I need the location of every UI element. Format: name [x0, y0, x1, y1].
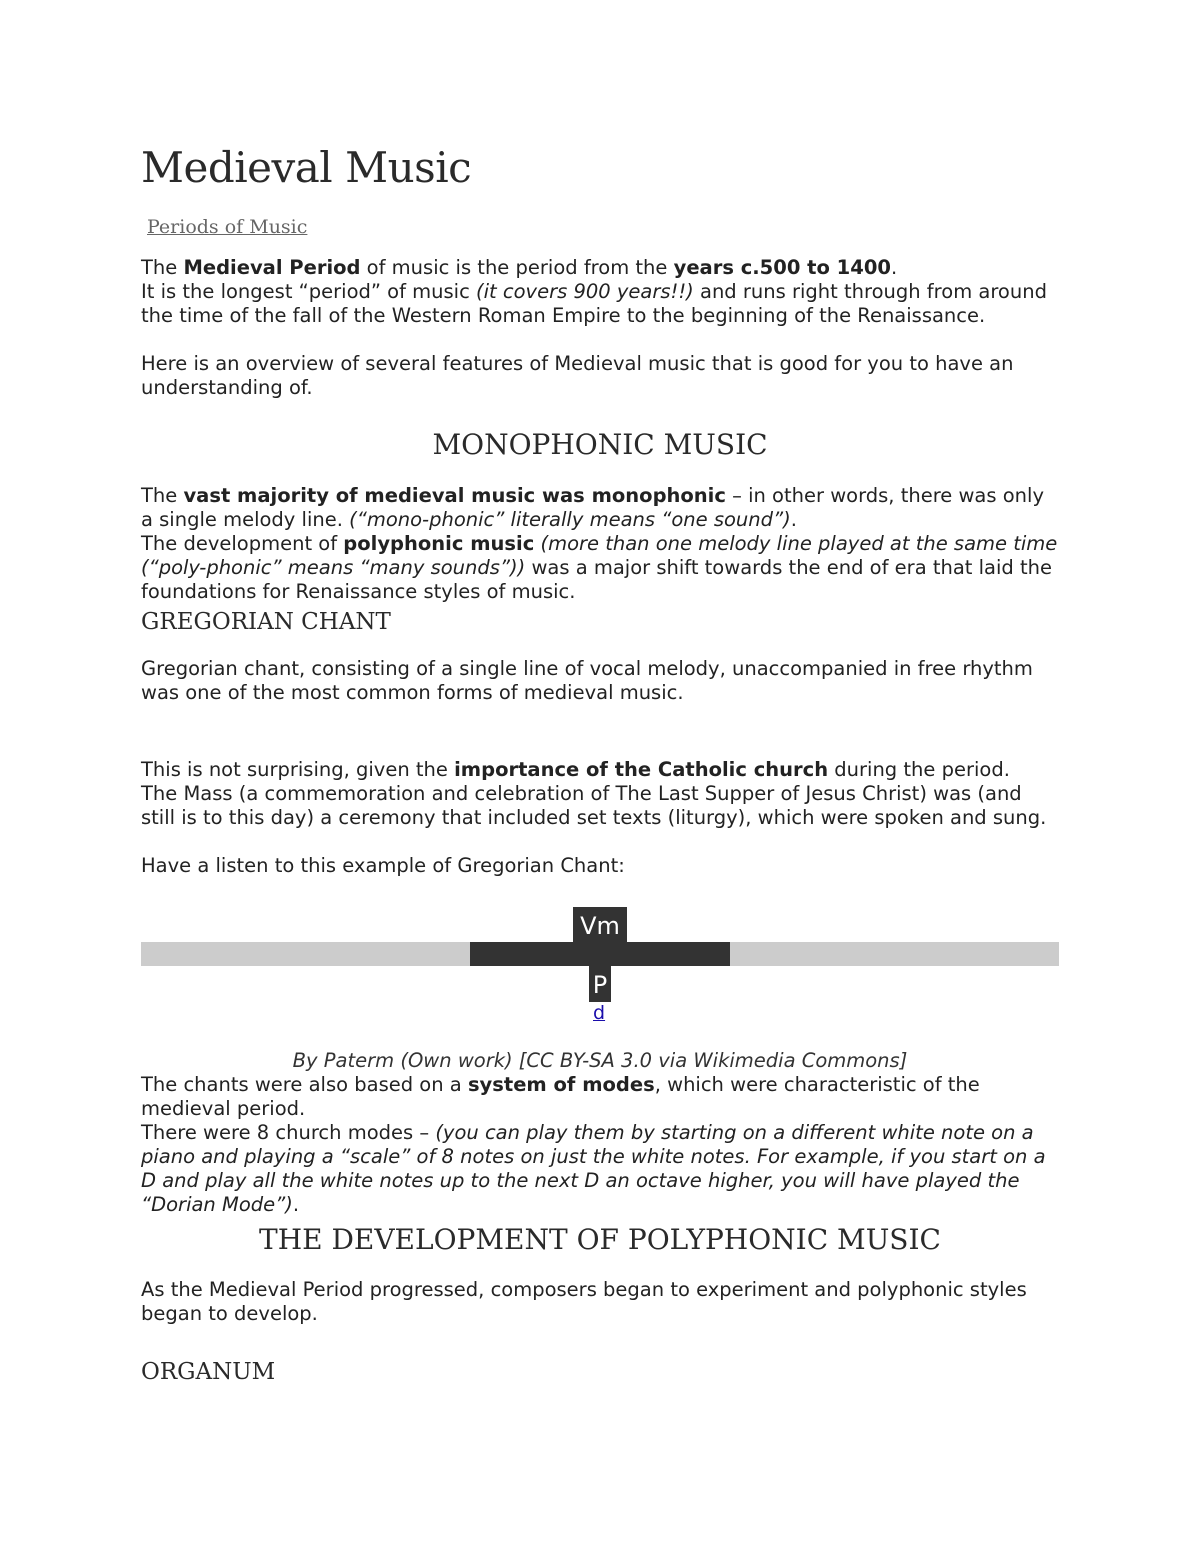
bold-text: system of modes — [467, 1073, 655, 1096]
polyphonic-paragraph-1: As the Medieval Period progressed, composers began to experiment and polyphonic styles began to develop. — [141, 1278, 1027, 1325]
text: The development of — [141, 532, 344, 555]
gregorian-paragraph-4: Have a listen to this example of Gregorian Chant: — [141, 854, 625, 877]
italic-text: (“mono-phonic” literally means “one sound”) — [349, 508, 791, 531]
monophonic-paragraph-2 — [141, 532, 1059, 604]
gregorian-paragraph-2 — [141, 758, 1059, 782]
section-heading-polyphonic: THE DEVELOPMENT OF POLYPHONIC MUSIC — [259, 1223, 941, 1256]
text: during the period. — [828, 758, 1010, 781]
audio-player — [141, 905, 1059, 1025]
intro-paragraph-1 — [141, 256, 1059, 280]
text: . — [890, 256, 898, 279]
modes-paragraph-1 — [141, 1073, 1059, 1121]
text: and runs right through from around the time of the fall of the Western Roman Empire to the beginning of the Renaissance. — [141, 280, 1047, 327]
page-title: Medieval Music — [141, 143, 472, 192]
audio-player-label-bottom[interactable]: P — [589, 966, 611, 1002]
bold-text: years c.500 to 1400 — [673, 256, 891, 279]
text: . — [790, 508, 797, 531]
audio-caption: By Paterm (Own work) [CC BY-SA 3.0 via Wikimedia Commons] — [292, 1049, 908, 1072]
bold-text: importance of the Catholic church — [454, 758, 829, 781]
modes-paragraph-2 — [141, 1121, 1059, 1217]
italic-text: (it covers 900 years!!) — [476, 280, 694, 303]
italic-text: (more than one melody line played at the same time (“poly-phonic” means “many sounds”)) — [141, 532, 1058, 579]
intro-paragraph-3: Here is an overview of several features of Medieval music that is good for you to have an understanding of. — [141, 352, 1014, 399]
text: was a major shift towards the end of era that laid the foundations for Renaissance styles of music. — [141, 556, 1052, 603]
italic-text: (you can play them by starting on a different white note on a piano and playing a “scale” of 8 notes on just the white notes. For example, if you start on a D and play all the white notes up to the next D an octave higher, you will have played the “Dorian Mode”) — [141, 1121, 1046, 1216]
audio-progress-bar[interactable] — [470, 942, 730, 966]
bold-text: polyphonic music — [343, 532, 535, 555]
text: There were 8 church modes – — [141, 1121, 436, 1144]
monophonic-paragraph-1 — [141, 484, 1059, 532]
breadcrumb-link-periods-of-music[interactable]: Periods of Music — [147, 216, 308, 238]
audio-download-link[interactable]: d — [593, 1002, 606, 1024]
text: The — [141, 484, 184, 507]
text: of music is the period from the — [360, 256, 674, 279]
intro-paragraph-2 — [141, 280, 1059, 328]
section-heading-monophonic: MONOPHONIC MUSIC — [432, 428, 768, 461]
audio-player-label-top[interactable]: Vm — [573, 907, 627, 943]
text: This is not surprising, given the — [141, 758, 455, 781]
text: The chants were also based on a — [141, 1073, 468, 1096]
text: . — [292, 1193, 300, 1216]
text: It is the longest “period” of music — [141, 280, 477, 303]
text: , which were characteristic of the medieval period. — [141, 1073, 980, 1120]
bold-text: Medieval Period — [183, 256, 361, 279]
text: – in other words, there was only a single melody line. — [141, 484, 1044, 531]
section-heading-gregorian-chant: GREGORIAN CHANT — [141, 609, 391, 635]
gregorian-paragraph-1: Gregorian chant, consisting of a single line of vocal melody, unaccompanied in free rhythm was one of the most common forms of medieval music. — [141, 657, 1033, 704]
text: The — [141, 256, 184, 279]
gregorian-paragraph-3: The Mass (a commemoration and celebration of The Last Supper of Jesus Christ) was (and still is to this day) a ceremony that included set texts (liturgy), which were spoken and sung. — [141, 782, 1047, 829]
bold-text: vast majority of medieval music was monophonic — [183, 484, 726, 507]
section-heading-organum: ORGANUM — [141, 1359, 276, 1385]
